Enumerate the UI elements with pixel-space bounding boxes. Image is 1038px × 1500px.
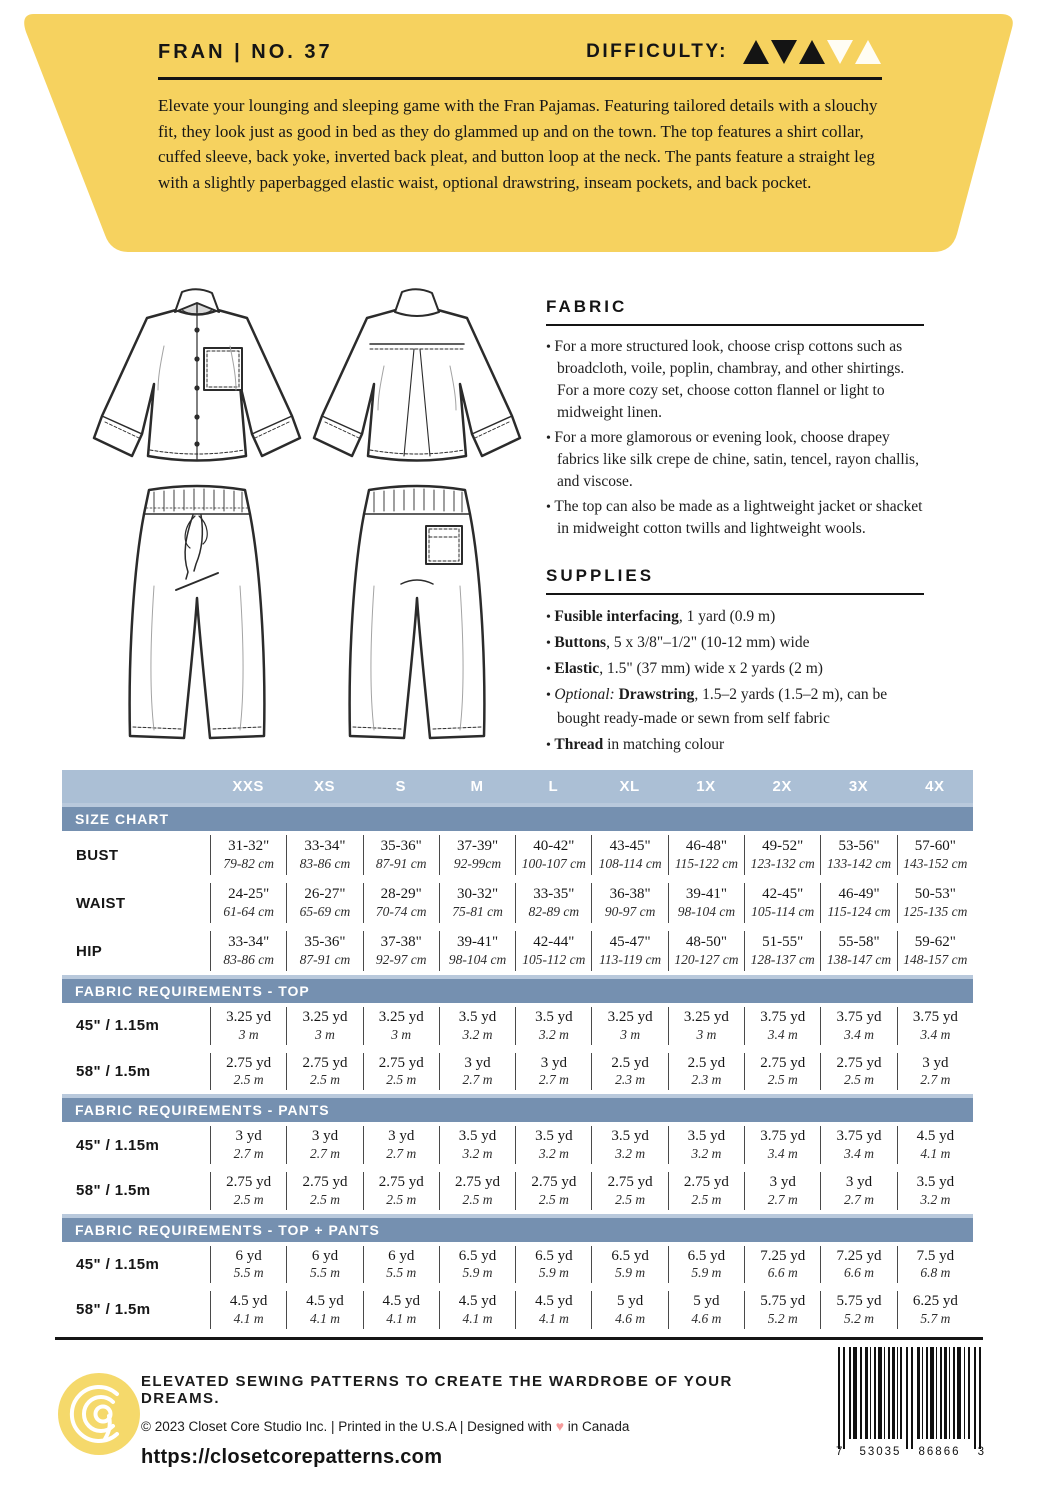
measurement-cell: 3 yd 2.7 m — [744, 1172, 820, 1210]
measurement-cell: 42-45" 105-114 cm — [744, 883, 820, 923]
measurement-cell: 36-38" 90-97 cm — [591, 883, 667, 923]
table-row — [62, 1168, 973, 1214]
barcode-digit: 86866 — [918, 1446, 961, 1458]
measurement-cell: 3.5 yd 3.2 m — [515, 1126, 591, 1164]
barcode-bars — [836, 1347, 984, 1451]
measurement-cell: 43-45" 108-114 cm — [591, 835, 667, 875]
supply-item: • Thread in matching colour — [546, 736, 725, 754]
measurement-cell: 4.5 yd 4.1 m — [286, 1291, 362, 1329]
table-row — [62, 1122, 973, 1168]
table-row — [62, 879, 973, 927]
measurement-cell: 28-29" 70-74 cm — [363, 883, 439, 923]
row-label: BUST — [76, 846, 119, 864]
fabric-heading: FABRIC — [546, 297, 628, 316]
fabric-bullet: • For a more glamorous or evening look, choose drapey fabrics like silk crepe de chine, satin, tencel, rayon challis, and viscose. — [546, 429, 919, 490]
technical-drawings — [92, 286, 522, 759]
supply-item: • Fusible interfacing, 1 yard (0.9 m) — [546, 608, 776, 625]
difficulty-triangle-icon — [771, 40, 797, 64]
footer-divider — [55, 1337, 983, 1340]
measurement-cell: 3.5 yd 3.2 m — [591, 1126, 667, 1164]
supply-item: • Elastic, 1.5" (37 mm) wide x 2 yards (2 m) — [546, 660, 823, 678]
section-band-label: FABRIC REQUIREMENTS - TOP + PANTS — [75, 1221, 380, 1238]
measurement-cell: 2.75 yd 2.5 m — [515, 1172, 591, 1210]
yellow-header-panel — [0, 0, 1038, 260]
row-label: 58" / 1.5m — [76, 1062, 151, 1080]
measurement-cell: 5.75 yd 5.2 m — [820, 1291, 896, 1329]
measurement-cell: 2.5 yd 2.3 m — [591, 1053, 667, 1091]
measurement-cell: 2.75 yd 2.5 m — [439, 1172, 515, 1210]
pattern-description: Elevate your lounging and sleeping game with the Fran Pajamas. Featuring tailored details with a slouchy fit, they look just as good in bed as they do glammed up and on the town. The top features a shirt collar, cuffed sleeve, back yoke, inverted back pleat, and button loop at the neck. The pants feature a straight leg with a slightly paperbagged elastic waist, optional drawstring, inseam pockets, and back pocket. — [158, 96, 878, 192]
measurement-cell: 53-56" 133-142 cm — [820, 835, 896, 875]
measurement-cell: 46-48" 115-122 cm — [668, 835, 744, 875]
measurement-cell: 59-62" 148-157 cm — [897, 931, 973, 971]
measurement-cell: 2.75 yd 2.5 m — [286, 1172, 362, 1210]
heart-icon: ♥ — [555, 1418, 565, 1434]
measurement-cell: 2.75 yd 2.5 m — [363, 1053, 439, 1091]
measurement-cell: 5.75 yd 5.2 m — [744, 1291, 820, 1329]
size-column-header: 2X — [772, 778, 792, 795]
supply-item: • Optional: Drawstring, 1.5–2 yards (1.5–2 m), can be bought ready-made or sewn from self fabric — [546, 686, 888, 728]
measurement-cell: 3.75 yd 3.4 m — [897, 1007, 973, 1045]
copyright-text: © 2023 Closet Core Studio Inc. | Printed in the U.S.A | Designed with — [141, 1419, 552, 1434]
measurement-cell: 3.75 yd 3.4 m — [744, 1007, 820, 1045]
section-band — [62, 975, 973, 1003]
supplies-heading-rule — [546, 593, 924, 595]
measurement-cell: 33-35" 82-89 cm — [515, 883, 591, 923]
row-label: 45" / 1.15m — [76, 1017, 160, 1035]
pattern-title: FRAN | NO. 37 — [158, 40, 333, 63]
section-band-label: SIZE CHART — [75, 811, 169, 827]
closet-core-logo — [57, 1372, 141, 1461]
size-column-header: 1X — [696, 778, 716, 795]
measurement-cell: 57-60" 143-152 cm — [897, 835, 973, 875]
measurement-cell: 6.5 yd 5.9 m — [515, 1246, 591, 1284]
measurement-cell: 2.75 yd 2.5 m — [286, 1053, 362, 1091]
measurement-cell: 2.75 yd 2.5 m — [363, 1172, 439, 1210]
barcode-digit: 3 — [977, 1446, 984, 1458]
measurement-cell: 7.25 yd 6.6 m — [744, 1246, 820, 1284]
measurement-cell: 42-44" 105-112 cm — [515, 931, 591, 971]
difficulty-triangle-icon — [855, 40, 881, 64]
measurement-cell: 51-55" 128-137 cm — [744, 931, 820, 971]
measurement-cell: 40-42" 100-107 cm — [515, 835, 591, 875]
measurement-cell: 6 yd 5.5 m — [363, 1246, 439, 1284]
measurement-cell: 55-58" 138-147 cm — [820, 931, 896, 971]
measurement-cell: 6.5 yd 5.9 m — [668, 1246, 744, 1284]
row-label: HIP — [76, 942, 103, 960]
measurement-cell: 7.5 yd 6.8 m — [897, 1246, 973, 1284]
website-url: https://closetcorepatterns.com — [141, 1446, 443, 1468]
measurement-cell: 39-41" 98-104 cm — [439, 931, 515, 971]
size-column-header: XL — [619, 778, 640, 795]
table-row — [62, 927, 973, 975]
measurement-cell: 6.5 yd 5.9 m — [591, 1246, 667, 1284]
row-label: 45" / 1.15m — [76, 1136, 160, 1154]
table-row — [62, 1049, 973, 1095]
header-divider — [158, 77, 882, 80]
measurement-cell: 46-49" 115-124 cm — [820, 883, 896, 923]
row-label: 45" / 1.15m — [76, 1255, 160, 1273]
pants-front-drawing — [130, 486, 265, 738]
measurement-cell: 6.25 yd 5.7 m — [897, 1291, 973, 1329]
measurement-cell: 3.25 yd 3 m — [210, 1007, 286, 1045]
measurement-cell: 2.75 yd 2.5 m — [210, 1172, 286, 1210]
size-column-header: L — [548, 778, 559, 795]
fabric-list — [546, 336, 924, 540]
table-row — [62, 1242, 973, 1288]
difficulty-label: DIFFICULTY: — [586, 41, 728, 62]
measurement-cell: 33-34" 83-86 cm — [286, 835, 362, 875]
difficulty-triangle-icon — [743, 40, 769, 64]
measurement-cell: 3.75 yd 3.4 m — [744, 1126, 820, 1164]
measurement-cell: 3 yd 2.7 m — [439, 1053, 515, 1091]
measurement-cell: 4.5 yd 4.1 m — [897, 1126, 973, 1164]
measurement-cell: 3 yd 2.7 m — [210, 1126, 286, 1164]
measurement-cell: 3.25 yd 3 m — [363, 1007, 439, 1045]
size-header-row — [62, 770, 973, 803]
supplies-section — [546, 566, 924, 757]
measurement-cell: 3.25 yd 3 m — [668, 1007, 744, 1045]
measurement-cell: 3.75 yd 3.4 m — [820, 1126, 896, 1164]
measurement-cell: 37-38" 92-97 cm — [363, 931, 439, 971]
measurement-cell: 3 yd 2.7 m — [897, 1053, 973, 1091]
section-band — [62, 1094, 973, 1122]
measurement-cell: 4.5 yd 4.1 m — [439, 1291, 515, 1329]
measurement-cell: 45-47" 113-119 cm — [591, 931, 667, 971]
measurement-cell: 3 yd 2.7 m — [363, 1126, 439, 1164]
measurement-cell: 2.75 yd 2.5 m — [210, 1053, 286, 1091]
measurement-cell: 3.25 yd 3 m — [286, 1007, 362, 1045]
size-column-header: 3X — [848, 778, 869, 795]
measurement-cell: 6 yd 5.5 m — [286, 1246, 362, 1284]
measurement-cell: 7.25 yd 6.6 m — [820, 1246, 896, 1284]
measurement-cell: 50-53" 125-135 cm — [897, 883, 973, 923]
measurement-cell: 5 yd 4.6 m — [668, 1291, 744, 1329]
measurement-cell: 3 yd 2.7 m — [820, 1172, 896, 1210]
row-label: 58" / 1.5m — [76, 1182, 151, 1200]
measurement-cell: 35-36" 87-91 cm — [363, 835, 439, 875]
measurement-cell: 3.5 yd 3.2 m — [897, 1172, 973, 1210]
top-back-drawing — [314, 289, 520, 460]
measurement-cell: 4.5 yd 4.1 m — [363, 1291, 439, 1329]
section-band-label: FABRIC REQUIREMENTS - PANTS — [75, 1102, 330, 1119]
row-label: 58" / 1.5m — [76, 1301, 151, 1319]
measurement-cell: 5 yd 4.6 m — [591, 1291, 667, 1329]
pants-back-drawing — [350, 486, 485, 738]
measurement-cell: 33-34" 83-86 cm — [210, 931, 286, 971]
supplies-heading: SUPPLIES — [546, 566, 655, 585]
measurement-cell: 6.5 yd 5.9 m — [439, 1246, 515, 1284]
barcode-digit: 7 — [836, 1446, 843, 1458]
measurement-cell: 35-36" 87-91 cm — [286, 931, 362, 971]
size-column-header: 4X — [925, 778, 945, 795]
difficulty-icons — [742, 40, 882, 64]
barcode — [836, 1347, 984, 1458]
size-column-header: XXS — [232, 778, 264, 795]
measurement-cell: 3.5 yd 3.2 m — [515, 1007, 591, 1045]
fabric-bullet: • The top can also be made as a lightweight jacket or shacket in midweight cotton twills and lightweight wools. — [546, 498, 923, 537]
size-column-header: S — [395, 778, 406, 795]
table-row — [62, 831, 973, 879]
measurement-cell: 48-50" 120-127 cm — [668, 931, 744, 971]
table-row — [62, 1003, 973, 1049]
measurement-cell: 31-32" 79-82 cm — [210, 835, 286, 875]
measurement-cell: 30-32" 75-81 cm — [439, 883, 515, 923]
measurement-cell: 4.5 yd 4.1 m — [210, 1291, 286, 1329]
measurement-cell: 2.75 yd 2.5 m — [820, 1053, 896, 1091]
measurement-cell: 37-39" 92-99cm — [439, 835, 515, 875]
measurement-cell: 2.75 yd 2.5 m — [744, 1053, 820, 1091]
top-front-drawing — [94, 289, 300, 460]
measurement-cell: 3.5 yd 3.2 m — [668, 1126, 744, 1164]
copyright-country: in Canada — [567, 1419, 630, 1434]
section-band — [62, 1214, 973, 1242]
table-row — [62, 1287, 973, 1333]
measurement-cell: 24-25" 61-64 cm — [210, 883, 286, 923]
measurement-cell: 3 yd 2.7 m — [286, 1126, 362, 1164]
row-label: WAIST — [76, 894, 126, 912]
measurement-cell: 6 yd 5.5 m — [210, 1246, 286, 1284]
logo-icon — [57, 1372, 141, 1456]
section-band-label: FABRIC REQUIREMENTS - TOP — [75, 983, 310, 999]
measurement-cell: 3.5 yd 3.2 m — [439, 1007, 515, 1045]
measurement-cell: 2.75 yd 2.5 m — [591, 1172, 667, 1210]
footer-copyright — [141, 1418, 801, 1434]
measurement-cell: 26-27" 65-69 cm — [286, 883, 362, 923]
supply-item: • Buttons, 5 x 3/8"–1/2" (10-12 mm) wide — [546, 634, 810, 652]
fabric-section — [546, 297, 924, 540]
barcode-digit: 53035 — [859, 1446, 902, 1458]
measurement-cell: 3.25 yd 3 m — [591, 1007, 667, 1045]
size-column-header: XS — [313, 778, 335, 795]
supplies-list — [546, 605, 924, 757]
difficulty-triangle-icon — [827, 40, 853, 64]
size-table — [62, 770, 973, 1333]
measurement-cell: 3 yd 2.7 m — [515, 1053, 591, 1091]
difficulty-triangle-icon — [799, 40, 825, 64]
size-column-header: M — [470, 778, 484, 795]
measurement-cell: 49-52" 123-132 cm — [744, 835, 820, 875]
difficulty-group — [586, 40, 882, 64]
footer-tagline: ELEVATED SEWING PATTERNS TO CREATE THE WARDROBE OF YOUR DREAMS. — [141, 1373, 733, 1407]
measurement-cell: 3.75 yd 3.4 m — [820, 1007, 896, 1045]
measurement-cell: 2.5 yd 2.3 m — [668, 1053, 744, 1091]
measurement-cell: 3.5 yd 3.2 m — [439, 1126, 515, 1164]
fabric-bullet: • For a more structured look, choose crisp cottons such as broadcloth, voile, poplin, chambray, and other shirtings. For a more cozy set, choose cotton flannel or light to midweight linen. — [546, 338, 905, 421]
measurement-cell: 4.5 yd 4.1 m — [515, 1291, 591, 1329]
measurement-cell: 2.75 yd 2.5 m — [668, 1172, 744, 1210]
section-band — [62, 803, 973, 831]
measurement-cell: 39-41" 98-104 cm — [668, 883, 744, 923]
fabric-heading-rule — [546, 324, 924, 326]
